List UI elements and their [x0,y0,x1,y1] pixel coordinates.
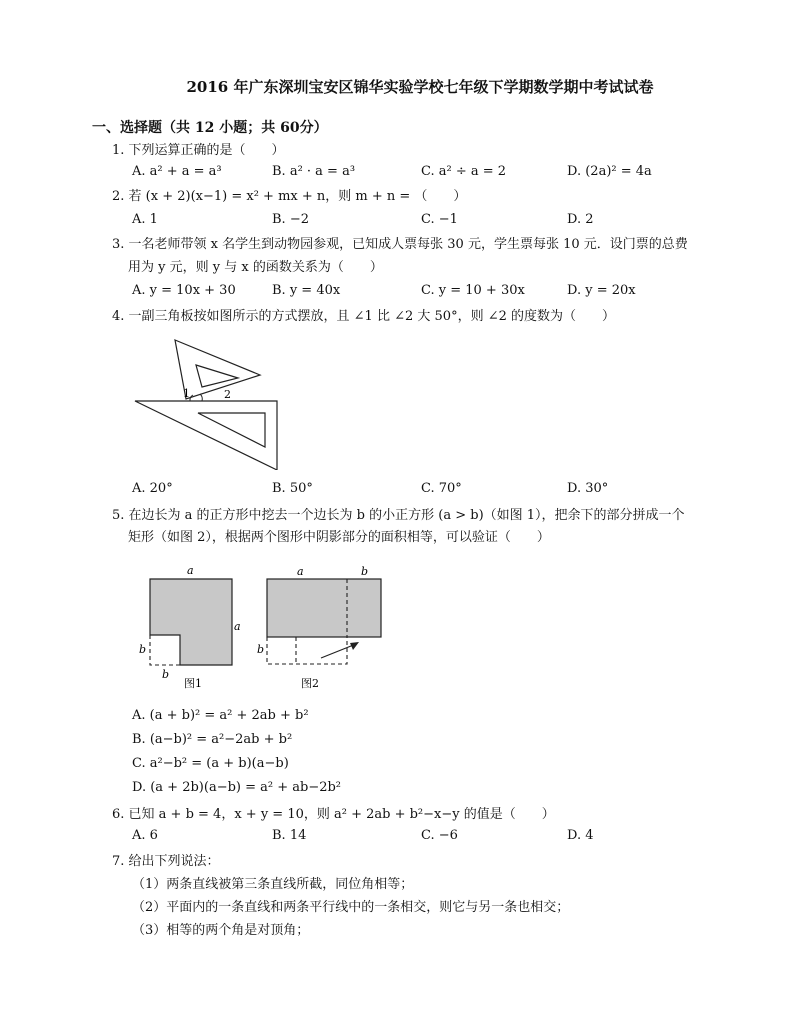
fig2-label-a: a [297,565,304,578]
fig1-label-bottom: b [162,668,170,681]
q7-item-1: （1）两条直线被第三条直线所截，同位角相等； [132,877,414,892]
lower-triangle [135,401,277,470]
q2-option-d[interactable]: D. 2 [567,212,594,227]
q4-option-b[interactable]: B. 50° [272,481,313,496]
angle-2-label: 2 [224,388,231,401]
q5-option-d[interactable]: D. (a + 2b)(a−b) = a² + ab−2b² [132,780,342,795]
fig2-label-left: b [257,643,265,656]
page-title: 2016 年广东深圳宝安区锦华实验学校七年级下学期数学期中考试试卷 [186,78,654,96]
fig1-caption: 图1 [184,677,202,690]
set-squares-figure [130,335,290,470]
q2-option-a[interactable]: A. 1 [132,212,158,227]
q4-stem: 4. 一副三角板按如图所示的方式摆放，且 ∠1 比 ∠2 大 50°，则 ∠2 的度数为（ ） [112,309,615,324]
q1-option-a[interactable]: A. a² + a = a³ [132,164,222,179]
fig1-shaded-region [150,579,232,665]
fig1-removed-square [150,635,180,665]
fig2-shaded-rect [267,579,381,637]
q7-item-3: （3）相等的两个角是对顶角； [132,923,310,938]
lower-triangle-hole [198,413,265,447]
fig2-arrow-head [350,642,359,650]
q3-stem-line2: 用为 y 元，则 y 与 x 的函数关系为（ ） [128,260,383,275]
fig2-lower-strip [267,637,347,664]
q3-option-c[interactable]: C. y = 10 + 30x [421,283,525,298]
q1-option-c[interactable]: C. a² ÷ a = 2 [421,164,507,179]
q7-stem: 7. 给出下列说法： [112,854,220,869]
q4-options [132,480,732,498]
angle-1-label: 1 [183,387,190,400]
q5-option-a[interactable]: A. (a + b)² = a² + 2ab + b² [132,708,309,723]
q5-stem-line2: 矩形（如图 2），根据两个图形中阴影部分的面积相等，可以验证（ ） [128,530,550,545]
q2-stem: 2. 若 (x + 2)(x−1) = x² + mx + n，则 m + n = （ ） [112,189,467,204]
q3-option-b[interactable]: B. y = 40x [272,283,341,298]
q5-option-b[interactable]: B. (a−b)² = a²−2ab + b² [132,732,293,747]
fig2-caption: 图2 [301,677,319,690]
q1-option-d[interactable]: D. (2a)² = 4a [567,164,652,179]
q4-option-d[interactable]: D. 30° [567,481,609,496]
fig1-label-top: a [187,564,194,577]
fig2-arrow-shaft [321,644,356,658]
fig2-label-b: b [361,565,369,578]
q6-option-c[interactable]: C. −6 [421,828,458,843]
q5-option-c[interactable]: C. a²−b² = (a + b)(a−b) [132,756,289,771]
q1-options [132,163,732,181]
angle2-arc [200,394,202,401]
q6-stem: 6. 已知 a + b = 4，x + y = 10，则 a² + 2ab + b²−x−y 的值是（ ） [112,807,555,822]
fig1-label-left: b [139,643,147,656]
figure-1 [132,560,244,690]
q2-option-c[interactable]: C. −1 [421,212,458,227]
q4-option-a[interactable]: A. 20° [132,481,173,496]
q4-option-c[interactable]: C. 70° [421,481,462,496]
q6-option-b[interactable]: B. 14 [272,828,307,843]
angle1-arc [190,395,193,401]
figure-2 [255,560,385,690]
q7-item-2: （2）平面内的一条直线和两条平行线中的一条相交，则它与另一条也相交； [132,900,570,915]
fig1-label-right: a [234,620,241,633]
q3-options [132,282,732,300]
q3-option-a[interactable]: A. y = 10x + 30 [132,283,236,298]
q6-options [132,827,732,845]
q1-option-b[interactable]: B. a² · a = a³ [272,164,356,179]
q5-stem-line1: 5. 在边长为 a 的正方形中挖去一个边长为 b 的小正方形 (a > b)（如图 1），把余下的部分拼成一个 [112,508,685,523]
q2-options [132,211,732,229]
q3-option-d[interactable]: D. y = 20x [567,283,636,298]
q6-option-d[interactable]: D. 4 [567,828,594,843]
q2-option-b[interactable]: B. −2 [272,212,309,227]
q3-stem-line1: 3. 一名老师带领 x 名学生到动物园参观，已知成人票每张 30 元，学生票每张 10 元．设门票的总费 [112,237,688,252]
q6-option-a[interactable]: A. 6 [132,828,158,843]
section-heading: 一、选择题（共 12 小题；共 60分） [92,120,328,136]
q1-stem: 1. 下列运算正确的是（ ） [112,143,285,158]
